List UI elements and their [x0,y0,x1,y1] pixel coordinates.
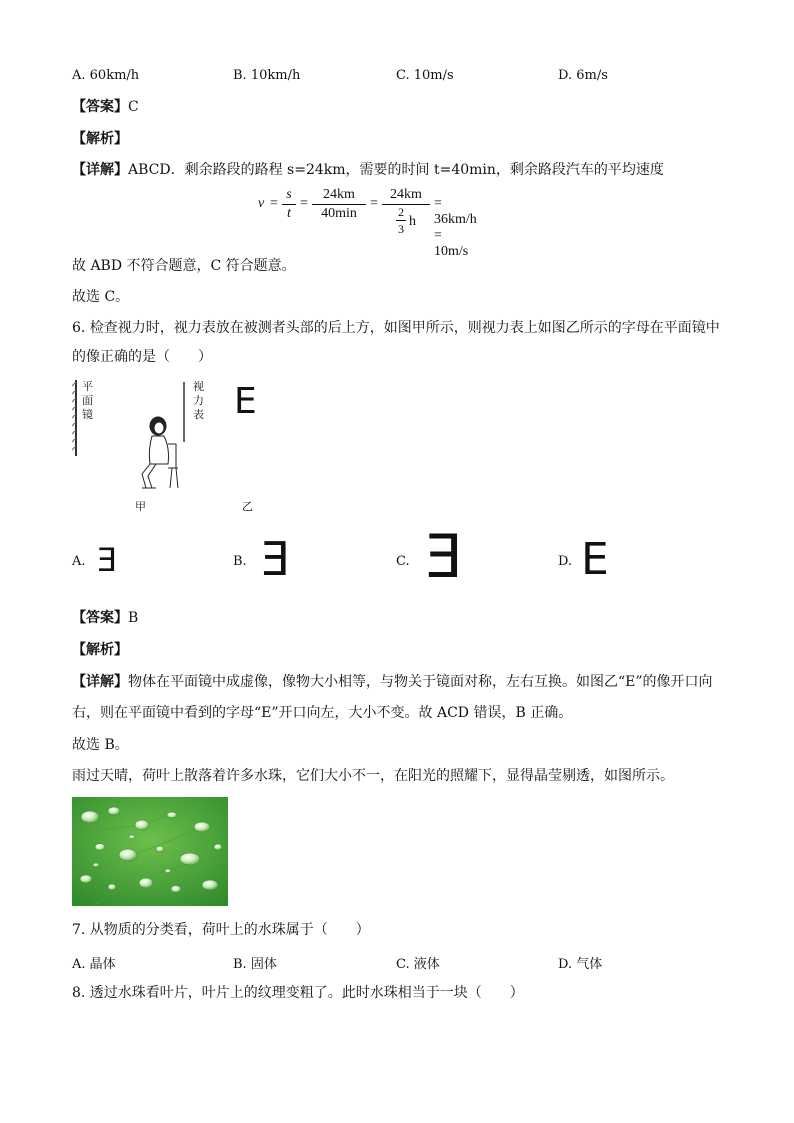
chart-label [193,380,205,422]
answer-tag: 【答案】 [72,99,128,115]
q5-analysis-tag: 【解析】 [72,131,128,147]
q7-option-a: A. 晶体 [72,957,116,972]
formula-s: s [282,186,296,205]
answer-tag: 【答案】 [72,610,128,626]
mirror-label-2: 面 [82,394,93,407]
q6-answer [72,608,138,628]
mirror-label-3: 镜 [82,408,93,421]
detail-text: ABCD．剩余路段的路程 s=24km，需要的时间 t=40min，剩余路段汽车的平均速度 [128,162,664,178]
lotus-passage: 雨过天晴，荷叶上散落着许多水珠，它们大小不一，在阳光的照耀下，显得晶莹剔透，如图所示。 [72,768,674,784]
formula-eq-2: = [300,196,308,211]
q5-option-a: A. 60km/h [72,68,140,83]
mirror-label [82,380,94,422]
formula-frac-2 [382,186,430,245]
q6-option-b-label: B. [233,554,247,569]
caption-yi: 乙 [242,500,253,513]
q6-option-c-label: C. [396,554,410,569]
formula-d2a: 2 [398,205,404,219]
detail-tag: 【详解】 [72,674,128,690]
formula-frac-st [282,186,296,223]
q5-option-b: B. 10km/h [233,68,301,83]
formula-n2: 24km [382,186,430,205]
formula-eq-1: = [270,196,278,211]
formula-eq-3: = [370,196,378,211]
answer-value: B [128,610,139,626]
detail-tag: 【详解】 [72,162,128,178]
detail-text: 物体在平面镜中成虚像，像物大小相等，与物关于镜面对称，左右互换。如图乙“E”的像开口向 [128,674,713,690]
q6-choose: 故选 B。 [72,737,129,753]
mirror-label-1: 平 [82,380,93,393]
answer-value: C [128,99,139,115]
formula-frac-1 [312,186,366,223]
chart-label-1: 视 [193,380,204,393]
formula-d1: 40min [321,206,357,221]
q6-option-d-glyph: E [581,534,609,585]
q5-option-c: C. 10m/s [396,68,454,83]
q5-answer [72,97,139,117]
person-drawing [142,417,178,488]
q5-option-d: D. 6m/s [558,68,608,83]
formula-t: t [287,206,291,221]
q6-option-c-glyph: Ǝ [425,522,463,592]
formula-d2 [382,205,430,245]
q7-option-d: D. 气体 [558,957,603,972]
figure-letter-e: E [234,381,257,422]
q6-detail-line2: 右，则在平面镜中看到的字母“E”开口向左，大小不变。故 ACD 错误，B 正确。 [72,705,573,721]
q7-option-c: C. 液体 [396,957,440,972]
formula-result: = 36km/h = 10m/s [434,196,477,259]
lotus-leaf-photo [72,797,228,906]
q5-detail [72,160,664,180]
chart-label-2: 力 [193,394,204,407]
formula-n1: 24km [312,186,366,205]
q7-stem: 7. 从物质的分类看，荷叶上的水珠属于（ ） [72,922,370,938]
formula-d2b: 3 [398,222,404,236]
q6-stem-line2: 的像正确的是（ ） [72,349,212,365]
q6-option-d-label: D. [558,554,573,569]
formula-d2c: h [409,214,416,229]
q6-option-a-label: A. [72,554,86,569]
q6-option-a-glyph: Ǝ [97,541,118,579]
caption-jia: 甲 [135,500,146,513]
q5-choose: 故选 C。 [72,289,130,305]
q6-stem-line1: 6. 检查视力时，视力表放在被测者头部的后上方，如图甲所示，则视力表上如图乙所示的字母在平面镜中 [72,320,720,336]
q6-analysis-tag: 【解析】 [72,642,128,658]
q6-detail-line1 [72,672,713,692]
chart-label-3: 表 [193,408,204,421]
formula-v: v [258,196,265,211]
q5-conclusion: 故 ABD 不符合题意，C 符合题意。 [72,258,296,274]
q6-option-b-glyph: Ǝ [261,532,291,586]
q8-stem: 8. 透过水珠看叶片，叶片上的纹理变粗了。此时水珠相当于一块（ ） [72,985,524,1001]
q7-option-b: B. 固体 [233,957,277,972]
